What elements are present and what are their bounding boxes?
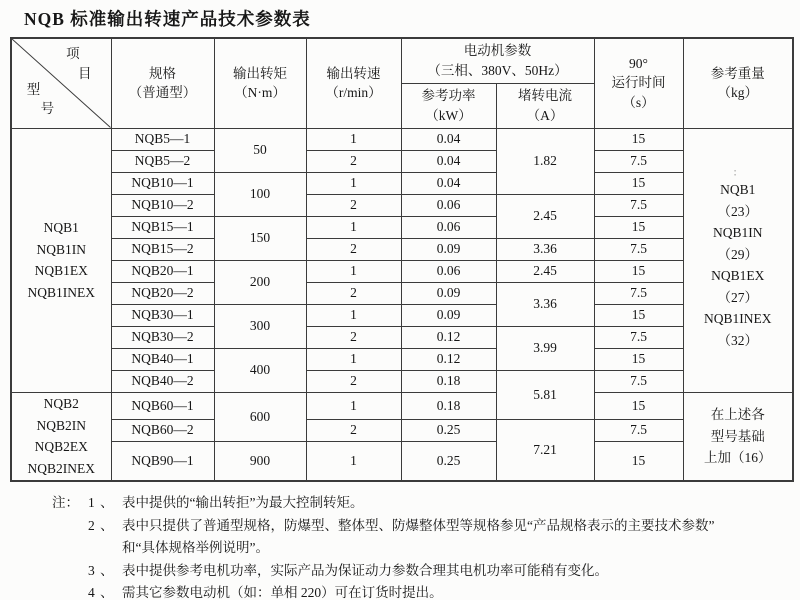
current-cell: 3.99 [496,326,594,370]
header-run-time: 90° 运行时间 （s） [594,38,683,128]
spec-cell: NQB60—1 [111,392,214,419]
table-row [11,260,793,282]
table-row [11,238,793,260]
spec-cell: NQB30—1 [111,304,214,326]
speed-cell: 1 [306,441,401,481]
spec-cell: NQB15—1 [111,216,214,238]
spec-cell: NQB90—1 [111,441,214,481]
footnote-number: 1 、 [88,495,115,510]
time-cell: 15 [594,128,683,150]
torque-cell: 300 [214,304,306,348]
speed-cell: 1 [306,128,401,150]
header-locked-current: 堵转电流 （A） [496,83,594,128]
time-cell: 7.5 [594,282,683,304]
corner-model-label: 号 [40,101,55,117]
power-cell: 0.12 [401,348,496,370]
torque-cell: 600 [214,392,306,441]
table-row [11,282,793,304]
footnote-text: 表中提供的“输出转拒”为最大控制转矩。 [122,495,364,510]
torque-cell: 100 [214,172,306,216]
scan-artifact: ： [732,168,743,179]
current-cell: 2.45 [496,194,594,238]
spec-cell: NQB10—2 [111,194,214,216]
spec-table [10,37,794,482]
header-speed: 输出转速 （r/min） [306,38,401,128]
time-cell: 15 [594,216,683,238]
speed-cell: 2 [306,282,401,304]
footnote-text: 表中提供参考电机功率，实际产品为保证动力参数合理其电机功率可能稍有变化。 [122,562,608,578]
spec-cell: NQB5—2 [111,150,214,172]
header-weight: 参考重量 （kg） [683,38,793,128]
notes-label: 注： [52,495,79,510]
footnote-number: 3 、 [88,562,115,578]
current-cell: 3.36 [496,238,594,260]
spec-cell: NQB20—2 [111,282,214,304]
time-cell: 15 [594,172,683,194]
power-cell: 0.25 [401,419,496,441]
torque-cell: 150 [214,216,306,260]
current-cell: 2.45 [496,260,594,282]
speed-cell: 2 [306,419,401,441]
spec-cell: NQB20—1 [111,260,214,282]
torque-cell: 400 [214,348,306,392]
power-cell: 0.04 [401,150,496,172]
corner-item-label: 项 [66,46,80,62]
corner-model-label: 型 [26,81,41,97]
current-cell: 3.36 [496,282,594,326]
time-cell: 7.5 [594,326,683,348]
table-row [11,194,793,216]
model-group-cell: NQB1 NQB1IN NQB1EX NQB1INEX [11,128,111,392]
weight-group-cell: 在上述各 型号基础 上加（16） [683,392,793,481]
table-row [11,419,793,441]
footnote-text: 需其它参数电动机（如：单相 220）可在订货时提出。 [122,585,443,600]
time-cell: 7.5 [594,370,683,392]
speed-cell: 1 [306,172,401,194]
time-cell: 15 [594,260,683,282]
time-cell: 7.5 [594,238,683,260]
table-row [11,150,793,172]
time-cell: 7.5 [594,419,683,441]
footnote-item [52,560,782,583]
header-motor-params: 电动机参数 （三相、380V、50Hz） [401,38,594,83]
spec-cell: NQB10—1 [111,172,214,194]
table-row [11,326,793,348]
power-cell: 0.06 [401,260,496,282]
spec-cell: NQB40—2 [111,370,214,392]
speed-cell: 1 [306,216,401,238]
power-cell: 0.06 [401,194,496,216]
power-cell: 0.25 [401,441,496,481]
current-cell: 1.82 [496,128,594,194]
footnote-text: 表中只提供了普通型规格，防爆型、整体型、防爆整体型等规格参见“产品规格表示的主要技术参数” 和“具体规格举例说明”。 [122,517,715,555]
time-cell: 15 [594,304,683,326]
time-cell: 15 [594,392,683,419]
weight-group-cell: ： NQB1 （23） NQB1IN （29） NQB1EX （27） NQB1INEX （32） [683,128,793,392]
table-row [11,304,793,326]
time-cell: 15 [594,441,683,481]
power-cell: 0.12 [401,326,496,348]
torque-cell: 200 [214,260,306,304]
page-title: NQB 标准输出转速产品技术参数表 [24,9,311,29]
power-cell: 0.18 [401,370,496,392]
time-cell: 7.5 [594,194,683,216]
header-ref-power: 参考功率 （kW） [401,83,496,128]
speed-cell: 2 [306,194,401,216]
spec-cell: NQB40—1 [111,348,214,370]
speed-cell: 1 [306,348,401,370]
speed-cell: 1 [306,260,401,282]
table-row [11,370,793,392]
time-cell: 7.5 [594,150,683,172]
spec-cell: NQB60—2 [111,419,214,441]
footnote-item [52,492,782,515]
torque-cell: 50 [214,128,306,172]
header-spec: 规格 （普通型） [111,38,214,128]
footnote-number: 2 、 [88,517,115,533]
speed-cell: 2 [306,150,401,172]
power-cell: 0.04 [401,128,496,150]
table-row [11,216,793,238]
header-corner [11,38,111,128]
time-cell: 15 [594,348,683,370]
spec-cell: NQB30—2 [111,326,214,348]
model-group-cell: NQB2 NQB2IN NQB2EX NQB2INEX [11,392,111,481]
footnotes [52,492,782,600]
power-cell: 0.04 [401,172,496,194]
current-cell: 5.81 [496,370,594,419]
speed-cell: 1 [306,304,401,326]
table-row [11,441,793,481]
table-row [11,172,793,194]
power-cell: 0.09 [401,304,496,326]
header-torque: 输出转矩 （N·m） [214,38,306,128]
current-cell: 7.21 [496,419,594,481]
table-row [11,128,793,150]
torque-cell: 900 [214,441,306,481]
speed-cell: 2 [306,370,401,392]
speed-cell: 1 [306,392,401,419]
spec-cell: NQB15—2 [111,238,214,260]
footnote-item [52,515,782,560]
footnote-number: 4 、 [88,585,115,600]
speed-cell: 2 [306,238,401,260]
power-cell: 0.18 [401,392,496,419]
footnote-item [52,582,782,600]
spec-cell: NQB5—1 [111,128,214,150]
speed-cell: 2 [306,326,401,348]
table-row [11,348,793,370]
power-cell: 0.09 [401,238,496,260]
table-row [11,392,793,419]
corner-item-label: 目 [77,65,92,81]
power-cell: 0.09 [401,282,496,304]
power-cell: 0.06 [401,216,496,238]
